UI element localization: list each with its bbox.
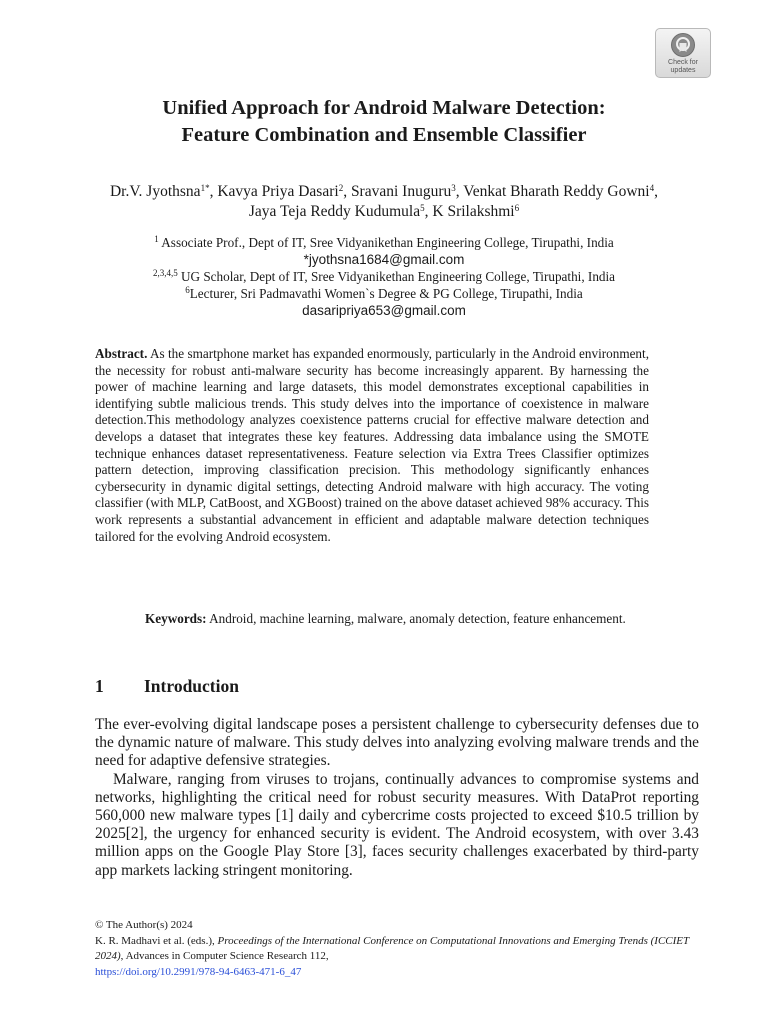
section-number: 1	[95, 676, 104, 696]
author-sup: 3	[451, 183, 456, 193]
author-list: Dr.V. Jyothsna$^{1*}$, Kavya Priya Dasari$^2$, Sravani Inuguru$^3$, Venkat Bharath Reddy Gowni$^4$, Jaya Teja Reddy Kudumula$^5$, K Srilakshmi$^6$	[109, 183, 658, 220]
affiliation-1: $^1$ Associate Prof., Dept of IT, Sree Vidyanikethan Engineering College, Tirupathi, India	[154, 234, 614, 250]
author-sup: 4	[649, 183, 655, 193]
paragraph: Malware, ranging from viruses to trojans, continually advances to compromise systems and networks, highlighting the critical need for robust security measures. With DataProt reporting 560,000 new malware types [1] daily and cybercrime costs projected to exceed $10.5 trillion by 2025[2], the urgency for enhanced security is evident. The Android ecosystem, with over 3.43 million apps on the Google Play Store [3], faces security challenges exacerbated by third-party app markets lacking stringent monitoring.	[95, 770, 699, 879]
abstract-label: Abstract.	[95, 346, 148, 361]
author-name: Dr.V. Jyothsna	[109, 183, 201, 200]
introduction-body	[95, 716, 699, 880]
author-sup: 5	[420, 203, 425, 213]
author-sup: 6	[514, 203, 520, 213]
author-name: Sravani Inuguru	[350, 183, 452, 200]
affiliation-2: $^{2,3,4,5}$ UG Scholar, Dept of IT, Sree Vidyanikethan Engineering College, Tirupathi, India	[152, 268, 616, 284]
check-for-updates-badge[interactable]	[655, 28, 711, 78]
citation-proceedings: Proceedings of the International Conference on Computational Innovations and Emerging Trends (ICCIET 2024)	[95, 934, 689, 962]
citation	[95, 934, 715, 965]
title-line-2: Feature Combination and Ensemble Classifier	[181, 124, 587, 146]
citation-editors: K. R. Madhavi et al. (eds.),	[95, 934, 218, 947]
author-name: Jaya Teja Reddy Kudumula	[248, 203, 421, 220]
author-name: Venkat Bharath Reddy Gowni	[463, 183, 650, 200]
section-heading	[95, 675, 239, 697]
affiliations	[60, 234, 708, 319]
abstract	[95, 346, 649, 545]
email-2: dasaripriya653@gmail.com	[302, 303, 466, 318]
abstract-text: As the smartphone market has expanded enormously, particularly in the Android environment, the necessity for robust anti-malware security has become increasingly apparent. By harnessing the power of machine learning and large datasets, this model demonstrates exceptional capabilities in identifying subtle malicious trends. This study delves into the importance of coexistence in malware detection.This methodology analyzes coexistence patterns crucial for effective malware detection and develops a dataset that integrates these key features. Addressing data imbalance using the SMOTE technique enhances dataset representativeness. Feature selection via Extra Trees Classifier optimizes pattern detection, improving classification precision. This methodology significantly enhances cybersecurity in dynamic digital settings, detecting Android malware with high accuracy. The voting classifier (with MLP, CatBoost, and XGBoost) trained on the above dataset achieved 98% accuracy. This work represents a substantial advancement in efficient and adaptable malware detection techniques tailored for the evolving Android ecosystem.	[95, 346, 649, 544]
keywords-text: Android, machine learning, malware, anomaly detection, feature enhancement.	[206, 611, 626, 626]
badge-line-1: Check for	[668, 59, 698, 66]
author-sup: 1*	[200, 183, 210, 193]
copyright: © The Author(s) 2024	[95, 919, 193, 931]
keywords-label: Keywords:	[145, 611, 207, 626]
author-name: K Srilakshmi	[432, 203, 515, 220]
citation-series: , Advances in Computer Science Research 112,	[120, 950, 329, 962]
paper-title	[60, 95, 708, 149]
doi-link[interactable]: https://doi.org/10.2991/978-94-6463-471-6_47	[95, 965, 302, 978]
author-name: Kavya Priya Dasari	[217, 183, 339, 200]
title-line-1: Unified Approach for Android Malware Detection:	[162, 97, 606, 119]
author-sup: 2	[338, 183, 344, 193]
paragraph: The ever-evolving digital landscape poses a persistent challenge to cybersecurity defenses due to the dynamic nature of malware. This study delves into analyzing evolving malware trends and the need for adaptive defensive strategies.	[95, 716, 699, 770]
email-1: *jyothsna1684@gmail.com	[303, 252, 465, 267]
keywords	[145, 611, 649, 628]
badge-line-2: updates	[670, 67, 696, 74]
bookmark-icon	[670, 32, 696, 58]
section-title: Introduction	[144, 676, 239, 696]
footer	[95, 918, 715, 980]
affiliation-3: $^6$Lecturer, Sri Padmavathi Women`s Degree & PG College, Tirupathi, India	[185, 285, 583, 301]
